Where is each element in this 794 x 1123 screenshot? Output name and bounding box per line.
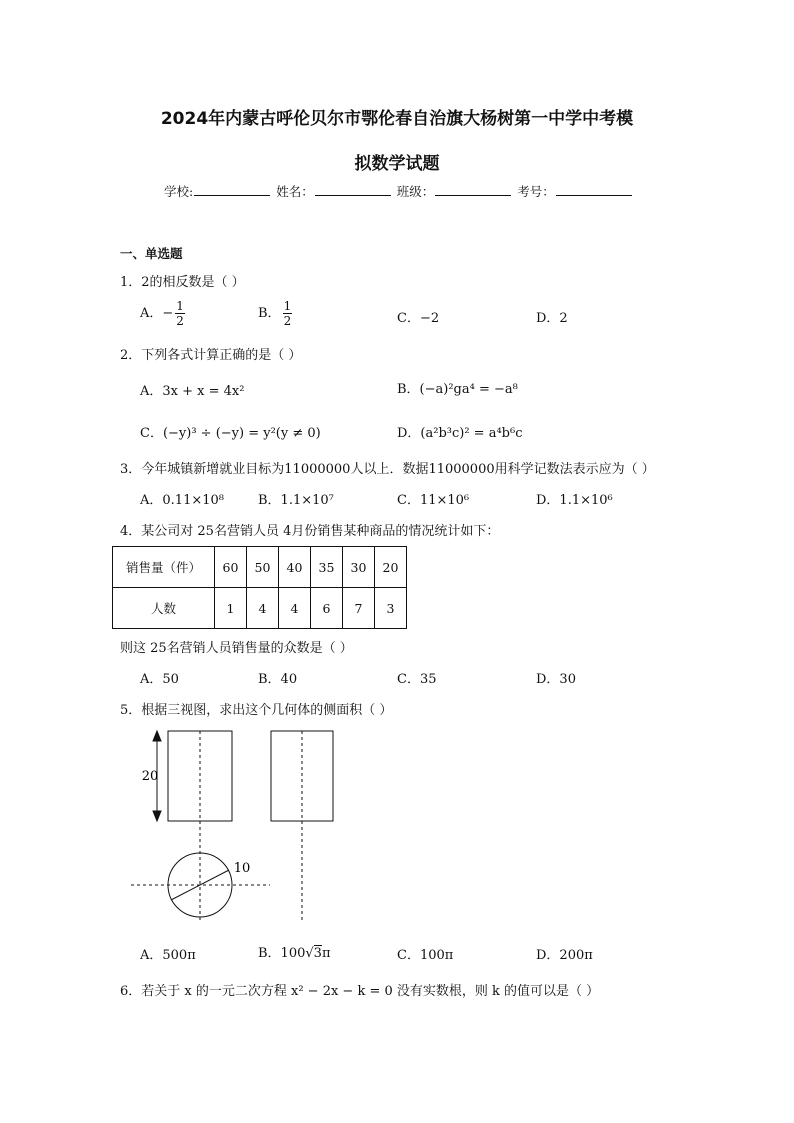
q1-option-c[interactable]: C．−2: [397, 311, 440, 326]
school-blank[interactable]: [194, 183, 270, 196]
table-cell: 30: [343, 547, 375, 588]
q4-option-b[interactable]: B．40: [258, 672, 298, 687]
title-line-2: 拟数学试题: [354, 154, 440, 174]
height-arrow-top: [153, 731, 161, 741]
table-cell: 20: [375, 547, 407, 588]
q5-option-c[interactable]: C．100π: [397, 948, 454, 963]
diameter-label: 10: [233, 861, 251, 876]
q1-a-numerator: 1: [176, 299, 184, 313]
table-row: [113, 588, 407, 629]
table-cell: 3: [375, 588, 407, 629]
q3-option-c[interactable]: C．11×10⁶: [397, 493, 470, 508]
table-cell: 35: [311, 547, 343, 588]
school-label: 学校:: [164, 184, 194, 199]
sales-table: [112, 546, 407, 629]
q1-a-denominator: 2: [176, 314, 184, 328]
q5-option-d[interactable]: D．200π: [536, 948, 593, 963]
q4-option-a[interactable]: A．50: [140, 672, 179, 687]
name-label: 姓名：: [276, 184, 314, 199]
q3-option-a[interactable]: A．0.11×10⁸: [140, 493, 224, 508]
q5-b-suffix: π: [321, 946, 331, 961]
q1-a-label: A．: [140, 306, 163, 321]
q1-stem: 1．2的相反数是（ ）: [120, 275, 245, 290]
q5-option-b[interactable]: [258, 942, 331, 961]
q2-stem: 2．下列各式计算正确的是（ ）: [120, 348, 302, 363]
q1-option-a[interactable]: [140, 300, 185, 327]
table-cell: 4: [247, 588, 279, 629]
q2-option-d[interactable]: D．(a²b³c)² = a⁴b⁶c: [397, 426, 523, 441]
q4-stem: 4．某公司对 25名营销人员 4月份销售某种商品的情况统计如下：: [120, 524, 500, 539]
class-blank[interactable]: [435, 183, 511, 196]
table-cell: 6: [311, 588, 343, 629]
table-cell: 4: [279, 588, 311, 629]
section-heading: 一、单选题: [120, 246, 183, 261]
title-line-1: 2024年内蒙古呼伦贝尔市鄂伦春自治旗大杨树第一中学中考模: [160, 109, 634, 129]
table-cell: 1: [215, 588, 247, 629]
q1-option-b[interactable]: [258, 300, 292, 327]
q2-option-b[interactable]: B．(−a)²ga⁴ = −a⁸: [397, 382, 518, 397]
table-cell: 40: [279, 547, 311, 588]
q4-option-c[interactable]: C．35: [397, 672, 437, 687]
student-info: [164, 182, 634, 200]
front-view: [168, 731, 232, 821]
q5-option-a[interactable]: A．500π: [140, 948, 196, 963]
q1-option-d[interactable]: D．2: [536, 311, 568, 326]
q6-stem: 6．若关于 x 的一元二次方程 x² − 2x − k = 0 没有实数根，则 k 的值可以是（ ）: [120, 984, 600, 999]
name-blank[interactable]: [315, 183, 391, 196]
q1-b-fraction: [283, 300, 293, 327]
sqrt-symbol: √: [305, 946, 314, 961]
q1-b-label: B．: [258, 306, 281, 321]
table-cell: 50: [247, 547, 279, 588]
table-cell: 7: [343, 588, 375, 629]
table-header-count: 人数: [113, 588, 215, 629]
q3-stem: 3．今年城镇新增就业目标为11000000人以上．数据11000000用科学记数法表示应为（ ）: [120, 462, 655, 477]
height-arrow-bottom: [153, 811, 161, 821]
q4-option-d[interactable]: D．30: [536, 672, 576, 687]
q3-option-d[interactable]: D．1.1×10⁶: [536, 493, 613, 508]
q4-follow-up: 则这 25名营销人员销售量的众数是（ ）: [120, 641, 353, 656]
three-view-side: [265, 725, 340, 925]
q5-b-prefix: B．100: [258, 946, 306, 961]
table-cell: 60: [215, 547, 247, 588]
q1-a-sign: −: [162, 306, 174, 321]
q2-option-a[interactable]: A．3x + x = 4x²: [140, 384, 245, 399]
class-label: 班级：: [396, 184, 435, 199]
exam-no-blank[interactable]: [556, 183, 632, 196]
q1-a-fraction: [175, 300, 185, 327]
exam-no-label: 考号：: [517, 184, 555, 199]
q1-b-denominator: 2: [283, 314, 292, 328]
table-row: [113, 547, 407, 588]
q3-option-b[interactable]: B．1.1×10⁷: [258, 493, 334, 508]
q5-b-radicand: 3: [313, 946, 322, 961]
q2-option-c[interactable]: C．(−y)³ ÷ (−y) = y²(y ≠ 0): [140, 426, 321, 441]
q5-stem: 5．根据三视图，求出这个几何体的侧面积（ ）: [120, 703, 393, 718]
q1-b-numerator: 1: [283, 299, 292, 313]
table-header-sales: 销售量（件）: [113, 547, 215, 588]
three-view-front-top: [125, 725, 285, 930]
height-label: 20: [141, 769, 159, 784]
